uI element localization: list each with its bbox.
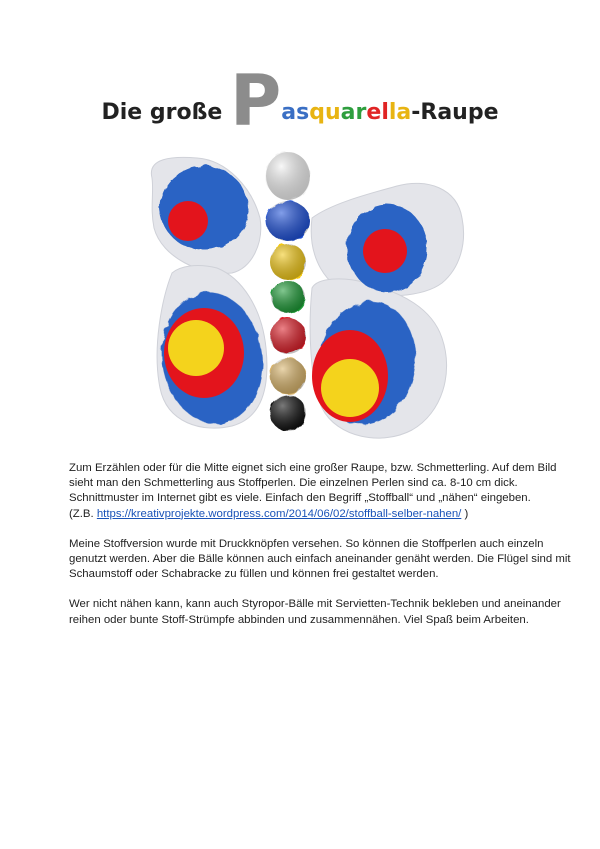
ball-shading bbox=[270, 318, 306, 354]
paragraph-3 bbox=[69, 597, 561, 627]
paragraph-2 bbox=[69, 537, 571, 583]
p2-line-3: Schaumstoff oder Schabracke zu füllen und können frei gestaltet werden. bbox=[69, 568, 439, 581]
title-letter: s bbox=[296, 100, 310, 125]
title-letter: a bbox=[340, 100, 356, 125]
title-letter: e bbox=[366, 100, 382, 125]
p1-line-1: Zum Erzählen oder für die Mitte eignet sich eine großer Raupe, bzw. Schmetterling. Auf dem Bild bbox=[69, 462, 557, 474]
ball-shading bbox=[270, 395, 306, 431]
title-colored-word bbox=[281, 100, 411, 125]
page-title bbox=[0, 60, 600, 142]
butterfly-body-balls bbox=[266, 152, 310, 431]
yellow-spot-lower-left bbox=[168, 320, 224, 376]
p2-line-2: genutzt werden. Aber die Bälle können auch einfach aneinander genäht werden. Die Flügel sind mit bbox=[69, 553, 571, 566]
stoffball-link[interactable]: https://kreativprojekte.wordpress.com/2014/06/02/stoffball-selber-nahen/ bbox=[96, 507, 462, 520]
red-spot-upper-left bbox=[168, 201, 208, 241]
p1-reference-line bbox=[69, 507, 539, 522]
ball-shading bbox=[266, 152, 310, 200]
title-suffix: -Raupe bbox=[411, 100, 499, 125]
title-letter: r bbox=[355, 100, 367, 125]
title-letter: q bbox=[309, 100, 325, 125]
body-text bbox=[69, 461, 571, 643]
ball-shading bbox=[271, 281, 305, 313]
title-big-letter: P bbox=[229, 60, 282, 142]
ball-shading bbox=[266, 201, 310, 241]
ball-shading bbox=[270, 244, 306, 280]
title-letter: a bbox=[281, 100, 297, 125]
ball-shading bbox=[270, 358, 306, 394]
p3-line-1: Wer nicht nähen kann, kann auch Styropor-Bälle mit Servietten-Technik bekleben und aneinander bbox=[69, 598, 561, 611]
p3-line-2: reihen oder bunte Stoff-Strümpfe abbinden und zusammennähen. Viel Spaß beim Arbeiten. bbox=[69, 613, 529, 626]
yellow-spot-lower-right bbox=[321, 359, 379, 417]
ref-suffix: ) bbox=[461, 507, 469, 520]
title-letter: l bbox=[388, 100, 397, 125]
title-prefix: Die große bbox=[101, 100, 230, 125]
title-letter: u bbox=[325, 100, 341, 125]
p2-line-1: Meine Stoffversion wurde mit Druckknöpfen versehen. So können die Stoffperlen auch einzeln bbox=[69, 537, 544, 550]
p1-line-3: Schnittmuster im Internet gibt es viele. Einfach den Begriff „Stoffball“ und „nähen“ eingeben. bbox=[69, 492, 531, 505]
butterfly-photo bbox=[142, 148, 472, 448]
title-letter: l bbox=[381, 100, 389, 125]
title-letter: a bbox=[396, 100, 412, 125]
paragraph-1 bbox=[69, 461, 557, 522]
red-spot-upper-right bbox=[363, 229, 407, 273]
ref-prefix: (Z.B. bbox=[69, 507, 97, 520]
p1-line-2: sieht man den Schmetterling aus Stoffperlen. Die einzelnen Perlen sind ca. 8-10 cm dick. bbox=[69, 477, 518, 490]
